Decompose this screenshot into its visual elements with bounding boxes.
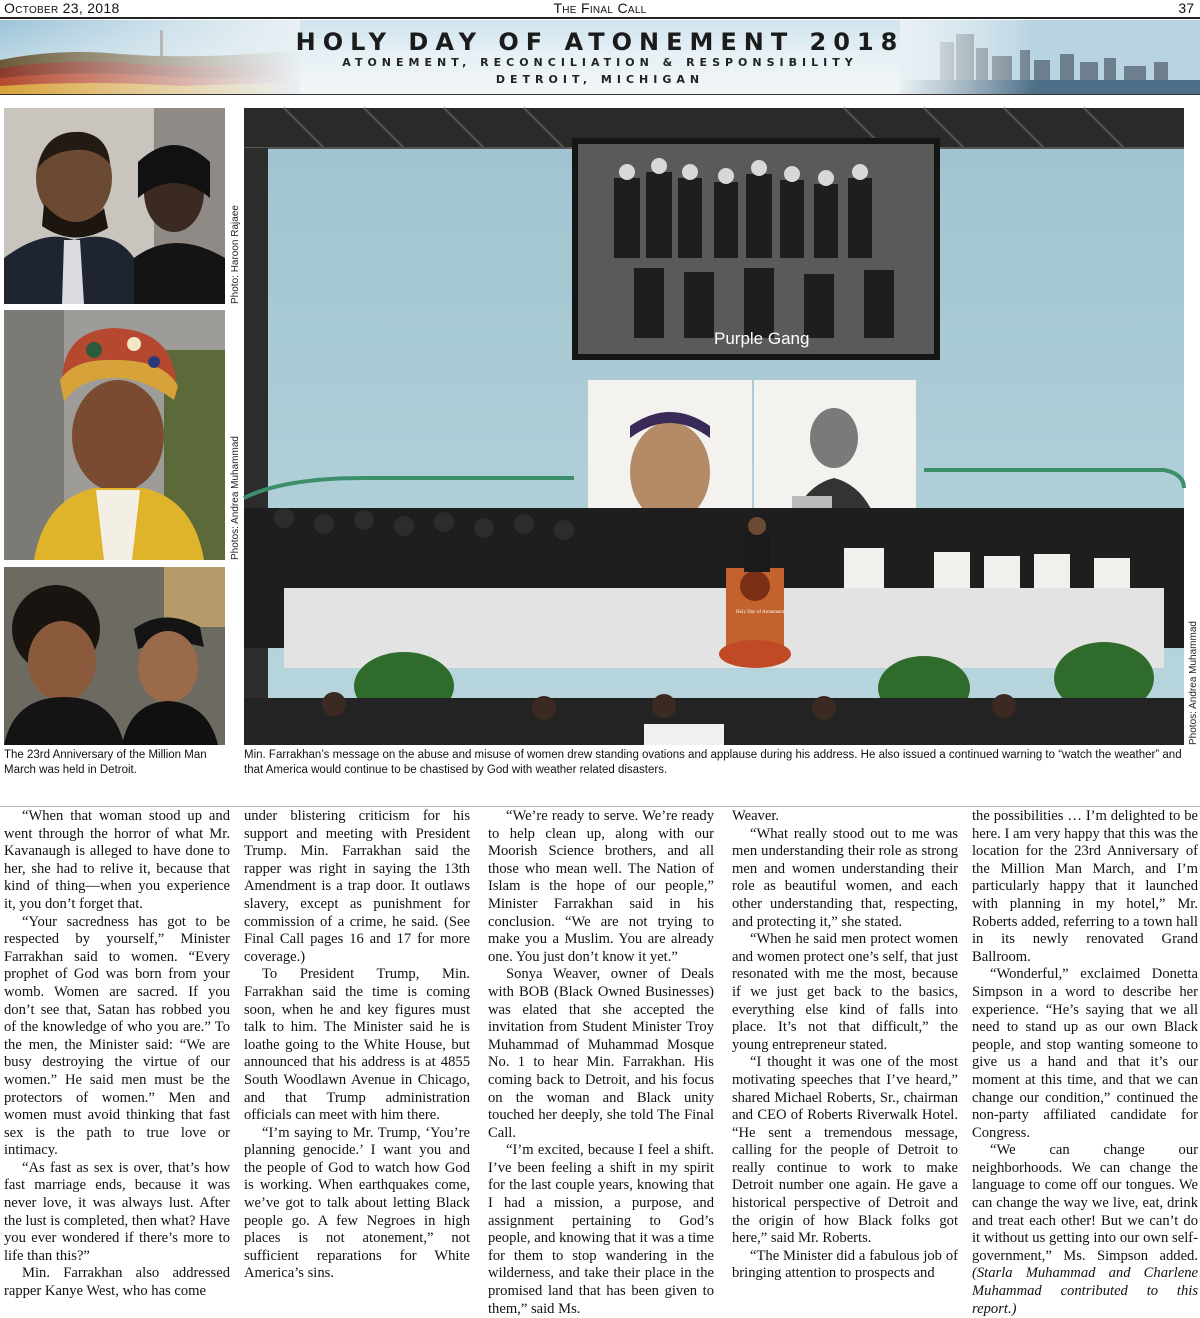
paragraph: “When that woman stood up and went through the horror of what Mr. Kavanaugh is alleged to have done to her, she had to relive it, because that kind of thing—when you experience it, you don’t forget that. bbox=[4, 808, 230, 912]
publication-name: The Final Call bbox=[553, 0, 647, 16]
page-number: 37 bbox=[1178, 0, 1194, 16]
screen-caption: Purple Gang bbox=[714, 329, 810, 348]
paragraph: the possibilities … I’m delighted to be here. I am very happy that this was the location for the 23rd Anniversary of the Million Man March, and I’m particularly happy that it launched with planning in my hotel,” Mr. Roberts added, referring to a town hall in its newly renovated Grand Ballroom. bbox=[972, 808, 1198, 965]
paragraph: “What really stood out to me was men understanding their role as strong men and women understanding their role as beautiful women, and each other understanding that, respecting, and protecting it,” she stated. bbox=[732, 825, 958, 930]
paragraph: “I thought it was one of the most motivating speeches that I’ve heard,” shared Michael Roberts, Sr., chairman and CEO of Roberts Riverwalk Hotel. “He sent a tremendous message, calling for the people of Detroit to really continue to work to make Detroit number one again. He gave a historical perspective of Detroit and the origin of how Black folks got here,” said Mr. Roberts. bbox=[732, 1054, 958, 1247]
top-rule bbox=[0, 17, 1200, 19]
paragraph-text: “We can change our neighborhoods. We can change the language to come off our tongues. We can change the way we live, eat, drink and treat each other! But we can’t do it without us getting into our own self-government,” Ms. Simpson added. bbox=[972, 1142, 1198, 1264]
article-column-4 bbox=[732, 808, 958, 1296]
banner-location: DETROIT, MICHIGAN bbox=[495, 73, 705, 86]
paragraph: To President Trump, Min. Farrakhan said the time is coming soon, when he and key figures must talk to him. The Minister said he is loathe going to the White House, but announced that his address is at 4855 South Woodlawn Avenue in Chicago, and that Trump administration officials can meet with him there. bbox=[244, 966, 470, 1124]
photo-credit-middle: Photos: Andrea Muhammad bbox=[230, 436, 241, 560]
photo-young-couple bbox=[4, 567, 225, 745]
issue-date: October 23, 2018 bbox=[4, 0, 120, 16]
contributor-note: (Starla Muhammad and Charlene Muhammad contributed to this report.) bbox=[972, 1265, 1198, 1317]
banner-subtitle: ATONEMENT, RECONCILIATION & RESPONSIBILITY bbox=[342, 56, 858, 69]
banner-rule bbox=[0, 94, 1200, 95]
photo-credit-top: Photo: Haroon Rajaee bbox=[230, 205, 241, 304]
paragraph: “The Minister did a fabulous job of bringing attention to prospects and bbox=[732, 1247, 958, 1282]
paragraph: “As fast as sex is over, that’s how fast marriage ends, because it was never love, it was always lust. After the lust is completed, then what? Have you ever wondered if there’s more to life than this?” bbox=[4, 1159, 230, 1264]
article-column-3 bbox=[488, 808, 714, 1317]
article-column-5 bbox=[972, 808, 1198, 1317]
photo-main-stage bbox=[244, 108, 1184, 745]
caption-rule bbox=[0, 806, 1200, 807]
paragraph bbox=[972, 1142, 1198, 1318]
caption-left-photos: The 23rd Anniversary of the Million Man March was held in Detroit. bbox=[4, 749, 207, 776]
paragraph: “Wonderful,” exclaimed Donetta Simpson in a word to describe her experience. “He’s saying that we all need to stand up as our own Black people, and stop wanting someone to give us a hand and that it’s our moment at this time, and that we can change our condition,” continued the non-party affiliated candidate for Congress. bbox=[972, 966, 1198, 1141]
paragraph: Sonya Weaver, owner of Deals with BOB (Black Owned Businesses) was elated that she accepted the invitation from Student Minister Troy Muhammad of Muhammad Mosque No. 1 to hear Min. Farrakhan. His coming back to Detroit, and his focus on the woman and Black unity touched her deeply, she told The Final Call. bbox=[488, 966, 714, 1141]
section-banner bbox=[0, 20, 1200, 94]
caption-main-photo: Min. Farrakhan’s message on the abuse and misuse of women drew standing ovations and applause during his address. He also issued a continued warning to “watch the weather” and that America would continue to be chastised by God with weather related disasters. bbox=[244, 749, 1182, 776]
paragraph: “Your sacredness has got to be respected by yourself,” Minister Farrakhan said to women. “Every prophet of God was born from your womb. Women are sacred. If you don’t see that, Satan has robbed you of the knowledge of who you are.” To the men, the Minister said: “We are busy destroying the virtue of our women.” He said men must be the protectors of women.” Men and women must avoid thinking that fast sex is the path to true love or intimacy. bbox=[4, 913, 230, 1159]
photo-woman-headwrap bbox=[4, 310, 225, 560]
article-column-2 bbox=[244, 808, 470, 1296]
photo-couple-listening bbox=[4, 108, 225, 304]
paragraph: “I’m excited, because I feel a shift. I’ve been feeling a shift in my spirit for the last couple years, knowing that I had a mission, a purpose, and assignment pertaining to God’s people, and knowing that it was a time for them to stop wandering in the wilderness, and take their place in the promised land that has been given to them,” said Ms. bbox=[488, 1142, 714, 1317]
paragraph: Min. Farrakhan also addressed rapper Kanye West, who has come bbox=[4, 1265, 230, 1300]
paragraph: “When he said men protect women and women protect one’s self, that just resonated with me the most, because if we just get back to the basics, everything else kind of falls into place. It’s not that difficult,” the young entrepreneur stated. bbox=[732, 931, 958, 1053]
running-head bbox=[0, 0, 1200, 18]
paragraph: under blistering criticism for his support and meeting with President Trump. Min. Farrakhan said the rapper was right in saying the 13th Amendment is a trap door. It outlaws slavery, except as punishment for commission of a crime, he said. (See Final Call pages 16 and 17 for more coverage.) bbox=[244, 808, 470, 965]
paragraph: “I’m saying to Mr. Trump, ‘You’re planning genocide.’ I want you and the people of God to watch how God is working. When earthquakes come, we’ve got to talk about letting Black people go. A few Negroes in high places is not atonement,” not sufficient reparations for White America’s sins. bbox=[244, 1124, 470, 1282]
banner-title: HOLY DAY OF ATONEMENT 2018 bbox=[295, 28, 905, 56]
podium-label: Holy Day of Atonement bbox=[736, 610, 785, 615]
photo-credit-main: Photos: Andrea Muhammad bbox=[1188, 621, 1199, 745]
paragraph: Weaver. bbox=[732, 808, 780, 824]
paragraph: “We’re ready to serve. We’re ready to help clean up, along with our Moorish Science brothers, and all those who mean well. The Nation of Islam is the hope of our people,” Minister Farrakhan said in his conclusion. “We are not trying to make you a Muslim. You are already one. You just don’t know it yet.” bbox=[488, 808, 714, 965]
article-column-1 bbox=[4, 808, 230, 1300]
